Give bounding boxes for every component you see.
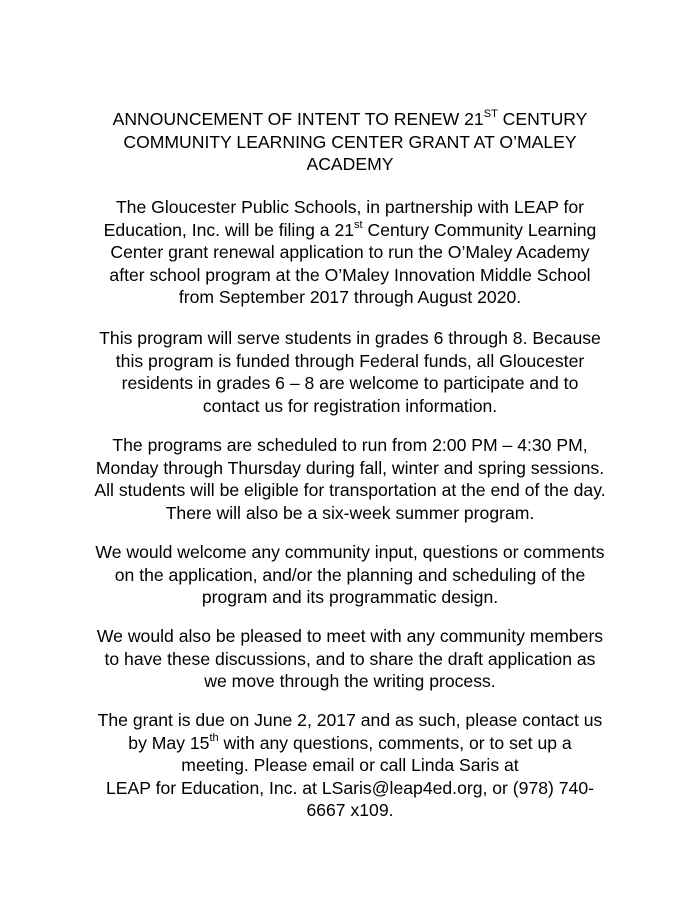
paragraph-line: Education, Inc. will be filing a 21st Century Community Learning <box>103 218 597 240</box>
paragraph-line: on the application, and/or the planning and scheduling of the <box>114 564 586 585</box>
paragraph-line: 6667 x109. <box>306 800 394 821</box>
title-line-3: ACADEMY <box>306 154 394 175</box>
paragraph-line: Center grant renewal application to run the O’Maley Academy <box>110 242 590 263</box>
paragraph-partnership <box>40 196 660 309</box>
announcement-title <box>40 108 660 176</box>
paragraph-line: This program will serve students in grades 6 through 8. Because <box>99 328 601 348</box>
paragraph-line: The Gloucester Public Schools, in partnership with LEAP for <box>115 197 585 217</box>
paragraph-line: We would welcome any community input, questions or comments <box>95 542 605 562</box>
superscript: st <box>354 218 363 231</box>
paragraph-line: We would also be pleased to meet with any community members <box>96 626 604 646</box>
paragraph-community-input <box>40 541 660 609</box>
paragraph-line: program and its programmatic design. <box>201 587 499 608</box>
title-line-1: ANNOUNCEMENT OF INTENT TO RENEW 21ST CENTURY <box>112 108 588 129</box>
paragraph-line: residents in grades 6 – 8 are welcome to participate and to <box>121 373 579 394</box>
paragraph-line: meeting. Please email or call Linda Saris at <box>181 755 519 776</box>
paragraph-line: There will also be a six-week summer program. <box>165 502 535 523</box>
paragraph-line: to have these discussions, and to share the draft application as <box>104 648 596 669</box>
paragraph-line: LEAP for Education, Inc. at LSaris@leap4ed.org, or (978) 740- <box>106 777 594 798</box>
paragraph-line: by May 15th with any questions, comments, or to set up a <box>128 731 572 753</box>
paragraph-line: this program is funded through Federal funds, all Gloucester <box>115 350 585 371</box>
paragraph-contact <box>40 709 660 822</box>
paragraph-line: The programs are scheduled to run from 2:00 PM – 4:30 PM, <box>112 435 588 455</box>
title-line-2: COMMUNITY LEARNING CENTER GRANT AT O’MALEY <box>123 131 577 152</box>
paragraph-line: we move through the writing process. <box>204 671 496 692</box>
superscript: th <box>209 731 219 744</box>
paragraph-line: All students will be eligible for transportation at the end of the day. <box>94 480 606 501</box>
paragraph-meetings <box>40 625 660 693</box>
paragraph-schedule <box>40 434 660 524</box>
paragraph-line: contact us for registration information. <box>202 395 498 416</box>
paragraph-eligibility <box>40 327 660 417</box>
paragraph-line: from September 2017 through August 2020. <box>178 287 522 308</box>
paragraph-line: The grant is due on June 2, 2017 and as such, please contact us <box>97 710 603 730</box>
title-superscript: ST <box>483 108 498 121</box>
paragraph-line: Monday through Thursday during fall, winter and spring sessions. <box>95 457 605 478</box>
paragraph-line: after school program at the O’Maley Innovation Middle School <box>109 264 591 285</box>
